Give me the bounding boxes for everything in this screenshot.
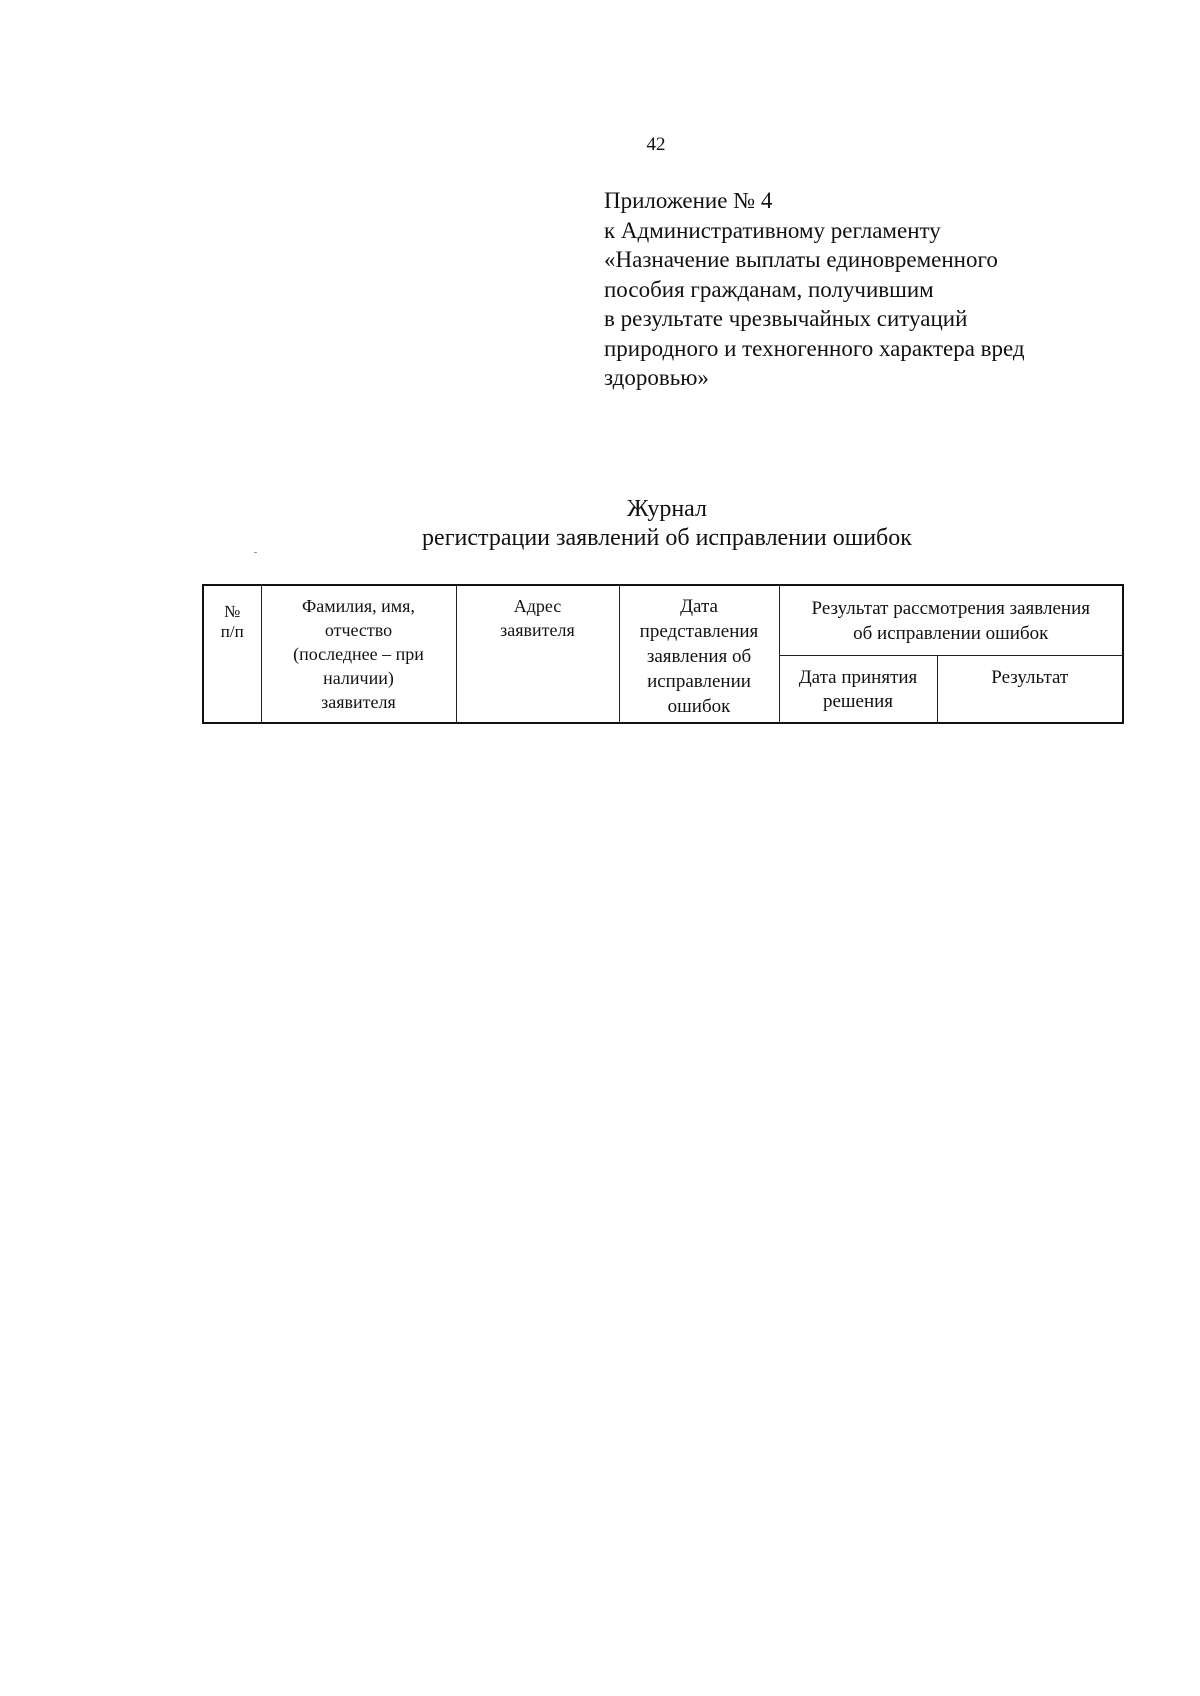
header-result-group-line: об исправлении ошибок xyxy=(853,623,1049,644)
header-date-line: представления xyxy=(639,621,759,642)
journal-heading xyxy=(0,495,1200,553)
header-address-line: заявителя xyxy=(500,620,575,640)
journal-title: Журнал xyxy=(626,496,707,522)
appendix-block xyxy=(604,186,1124,393)
header-number-line: п/п xyxy=(220,622,244,641)
header-date-line: ошибок xyxy=(667,696,731,717)
header-applicant-address xyxy=(456,585,619,723)
header-decision-date-line: решения xyxy=(822,690,894,712)
scan-speck xyxy=(254,552,257,553)
appendix-line: к Административному регламенту xyxy=(604,217,941,243)
appendix-line: здоровью» xyxy=(604,365,709,390)
header-review-result xyxy=(779,585,1123,655)
header-decision-date-line: Дата принятия xyxy=(798,666,918,688)
appendix-line: Приложение № 4 xyxy=(604,188,773,213)
header-submission-date xyxy=(619,585,779,723)
appendix-line: «Назначение выплаты единовременного xyxy=(604,247,998,272)
appendix-line: в результате чрезвычайных ситуаций xyxy=(604,306,968,331)
header-date-line: исправлении xyxy=(647,671,751,692)
page-number: 42 xyxy=(646,134,666,155)
journal-table xyxy=(202,584,1124,724)
header-result-line: Результат xyxy=(991,666,1069,688)
header-name-line: Фамилия, имя, xyxy=(302,596,415,616)
header-address-line: Адрес xyxy=(513,596,562,616)
journal-subtitle: регистрации заявлений об исправлении ошибок xyxy=(422,525,912,551)
header-date-line: Дата xyxy=(680,596,718,617)
header-decision-date xyxy=(779,655,937,723)
header-applicant-name xyxy=(261,585,456,723)
header-name-line: отчество xyxy=(324,620,393,640)
header-name-line: (последнее – при xyxy=(293,644,424,664)
header-name-line: заявителя xyxy=(321,692,396,712)
appendix-line: природного и техногенного характера вред xyxy=(604,335,1025,361)
header-name-line: наличии) xyxy=(323,668,394,688)
appendix-line: пособия гражданам, получившим xyxy=(604,276,934,302)
header-date-line: заявления об xyxy=(646,646,752,667)
header-number xyxy=(203,585,261,723)
header-result xyxy=(937,655,1123,723)
header-number-line: № xyxy=(224,602,241,621)
header-result-group-line: Результат рассмотрения заявления xyxy=(811,598,1090,619)
